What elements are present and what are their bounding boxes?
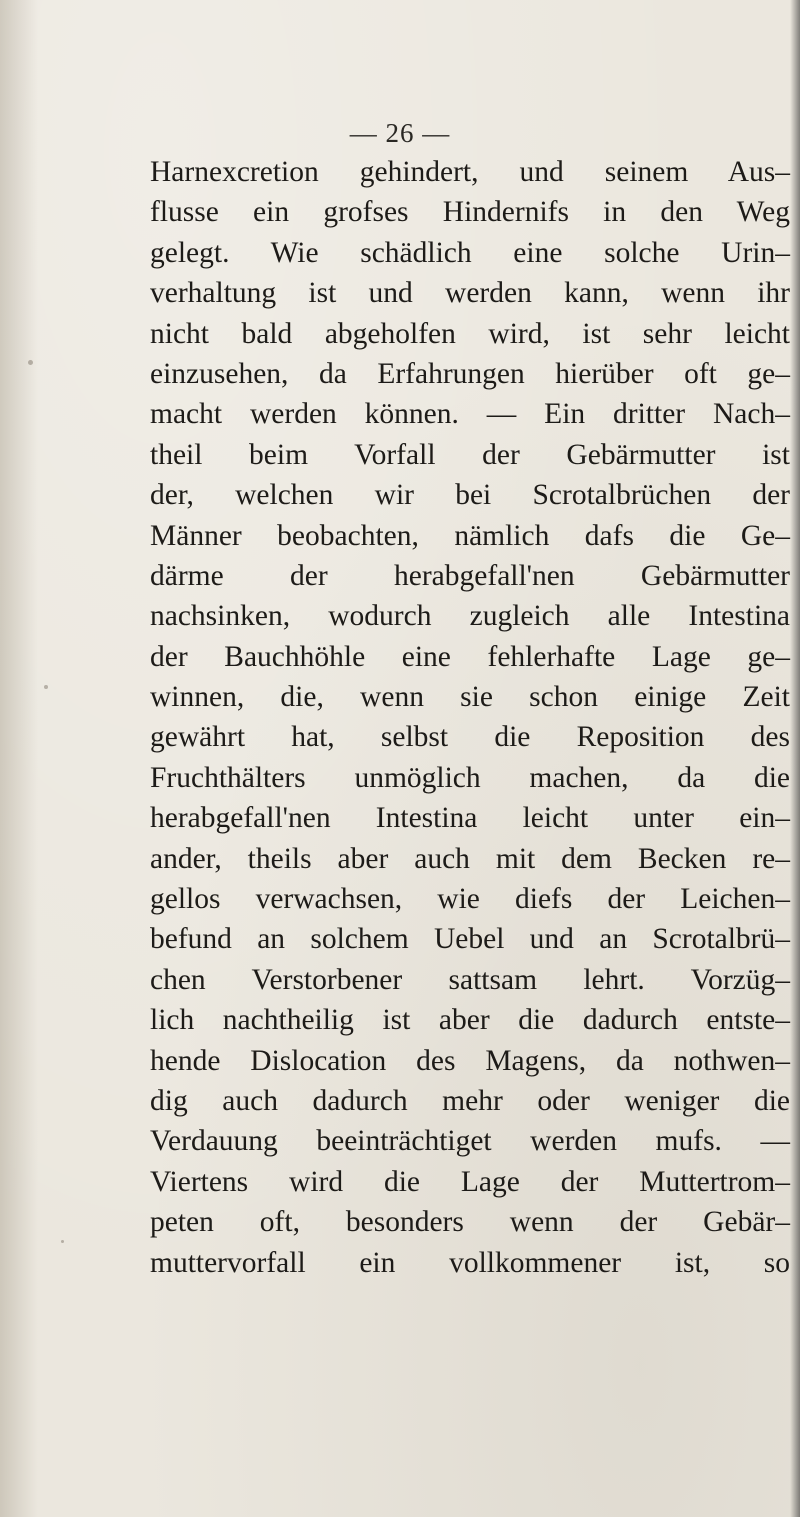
page-edge-shadow: [790, 0, 800, 1517]
text-line: Verdauung beeinträchtiget werden mufs. —: [150, 1125, 790, 1158]
text-line: Fruchthälters unmöglich machen, da die: [150, 761, 790, 794]
body-text: [150, 152, 790, 1283]
text-line: Harnexcretion gehindert, und seinem Aus–: [150, 156, 790, 188]
text-line: befund an solchem Uebel und an Scrotalbrü–: [150, 923, 790, 956]
text-line: ander, theils aber auch mit dem Becken re–: [150, 842, 790, 875]
text-line: lich nachtheilig ist aber die dadurch entste–: [150, 1004, 790, 1037]
text-line: herabgefall'nen Intestina leicht unter ein–: [150, 802, 790, 835]
paper-speck: [61, 1240, 64, 1243]
text-line: chen Verstorbener sattsam lehrt. Vorzüg–: [150, 963, 790, 996]
paper-speck: [28, 360, 33, 365]
text-line: flusse ein grofses Hindernifs in den Weg: [150, 196, 790, 229]
text-line: verhaltung ist und werden kann, wenn ihr: [150, 277, 790, 310]
text-line: einzusehen, da Erfahrungen hierüber oft ge–: [150, 357, 790, 390]
text-line: macht werden können. — Ein dritter Nach–: [150, 398, 790, 431]
page-gutter-shadow: [0, 0, 38, 1517]
text-line: gelegt. Wie schädlich eine solche Urin–: [150, 236, 790, 269]
text-line: Viertens wird die Lage der Muttertrom–: [150, 1165, 790, 1198]
text-line: muttervorfall ein vollkommener ist, so: [150, 1246, 790, 1279]
text-line: peten oft, besonders wenn der Gebär–: [150, 1206, 790, 1239]
text-line: Männer beobachten, nämlich dafs die Ge–: [150, 519, 790, 552]
text-line: theil beim Vorfall der Gebärmutter ist: [150, 438, 790, 471]
text-line: gewährt hat, selbst die Reposition des: [150, 721, 790, 754]
paper-speck: [44, 685, 48, 689]
text-line: winnen, die, wenn sie schon einige Zeit: [150, 681, 790, 714]
text-line: der Bauchhöhle eine fehlerhafte Lage ge–: [150, 640, 790, 673]
text-line: nicht bald abgeholfen wird, ist sehr leicht: [150, 317, 790, 350]
text-line: dig auch dadurch mehr oder weniger die: [150, 1084, 790, 1117]
page-number: — 26 —: [349, 118, 451, 148]
text-line: hende Dislocation des Magens, da nothwen–: [150, 1044, 790, 1077]
text-line: nachsinken, wodurch zugleich alle Intestina: [150, 600, 790, 633]
text-line: därme der herabgefall'nen Gebärmutter: [150, 559, 790, 592]
text-line: gellos verwachsen, wie diefs der Leichen–: [150, 883, 790, 916]
text-line: der, welchen wir bei Scrotalbrüchen der: [150, 479, 790, 512]
